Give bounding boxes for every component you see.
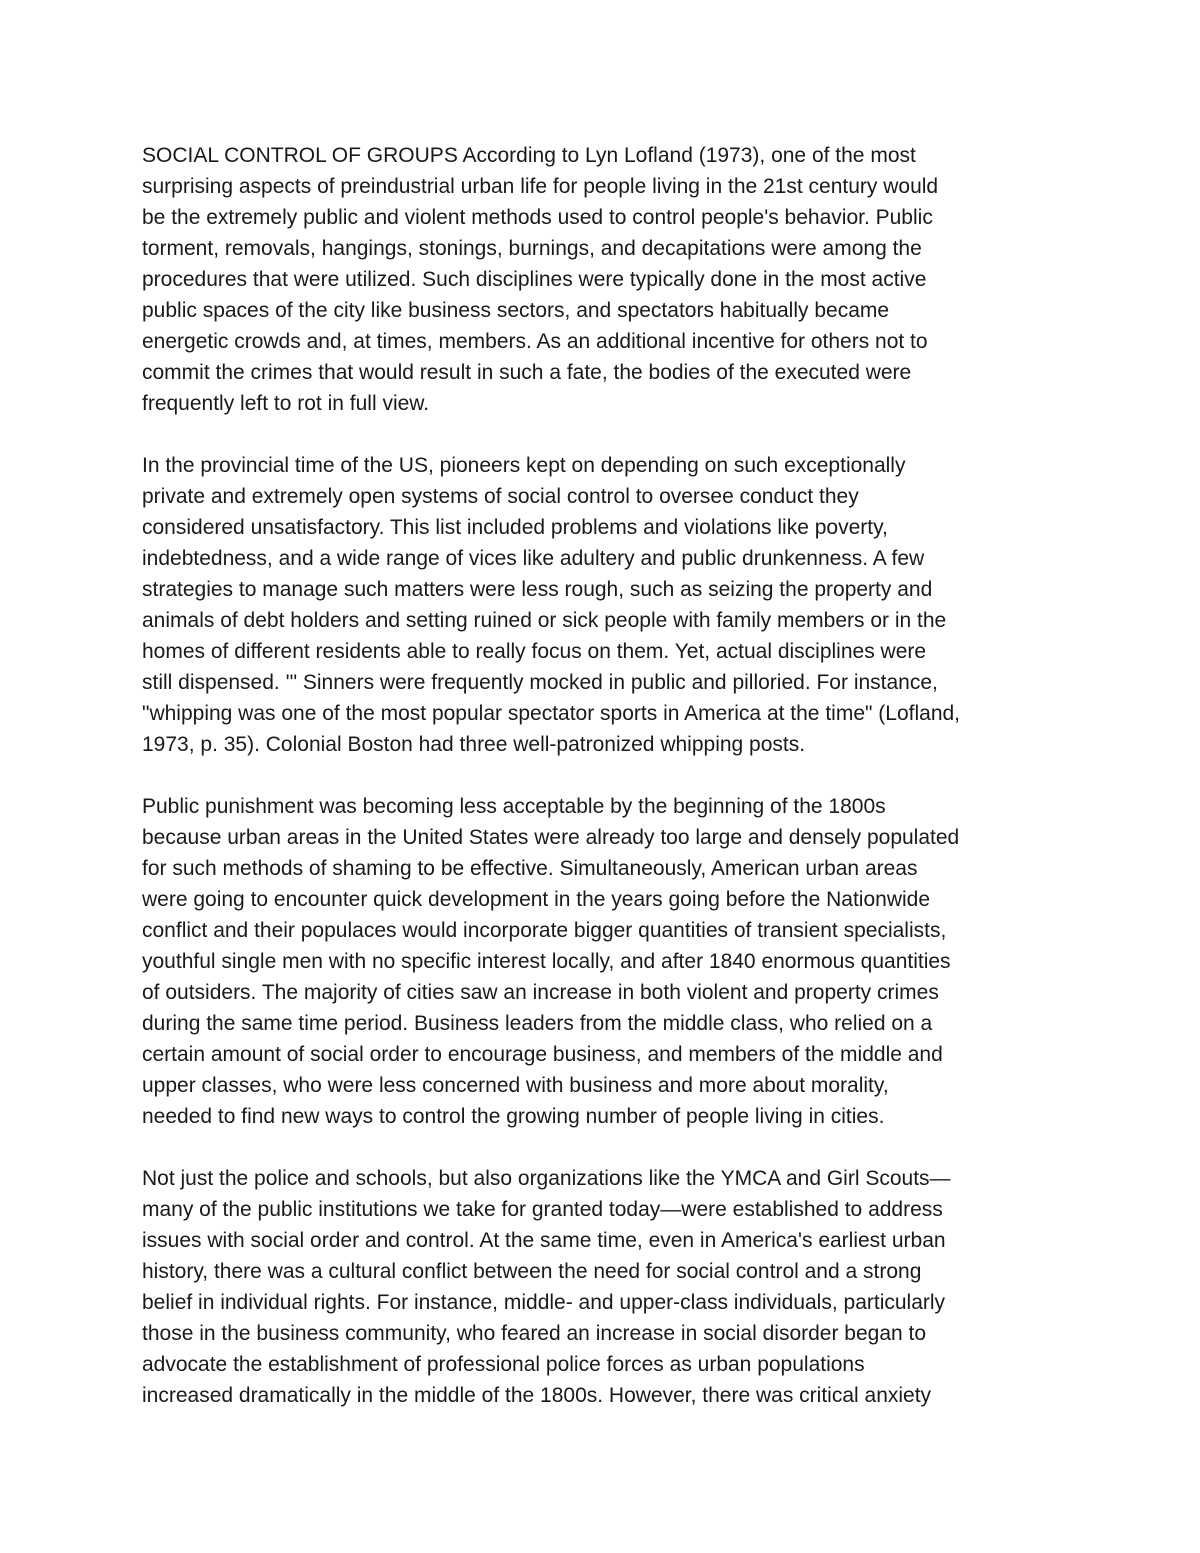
text-line: procedures that were utilized. Such disciplines were typically done in the most active [142,268,927,291]
text-line: "whipping was one of the most popular spectator sports in America at the time" (Lofland, [142,702,961,725]
document-body [142,140,1062,1411]
text-line: still dispensed. '" Sinners were frequently mocked in public and pilloried. For instance, [142,671,938,694]
text-line: were going to encounter quick development in the years going before the Nationwide [142,888,931,911]
text-line: upper classes, who were less concerned with business and more about morality, [142,1074,889,1097]
text-line: considered unsatisfactory. This list included problems and violations like poverty, [142,516,888,539]
text-line: In the provincial time of the US, pioneers kept on depending on such exceptionally [142,454,906,477]
text-line: private and extremely open systems of social control to oversee conduct they [142,485,859,508]
text-line: torment, removals, hangings, stonings, burnings, and decapitations were among the [142,237,922,260]
text-line: youthful single men with no specific interest locally, and after 1840 enormous quantities [142,950,951,973]
text-line: many of the public institutions we take for granted today—were established to address [142,1198,943,1221]
text-line: Not just the police and schools, but also organizations like the YMCA and Girl Scouts— [142,1167,951,1190]
text-line: strategies to manage such matters were less rough, such as seizing the property and [142,578,933,601]
text-line: needed to find new ways to control the growing number of people living in cities. [142,1105,885,1128]
text-line: conflict and their populaces would incorporate bigger quantities of transient specialists, [142,919,947,942]
text-line: SOCIAL CONTROL OF GROUPS According to Lyn Lofland (1973), one of the most [142,144,916,167]
text-line: for such methods of shaming to be effective. Simultaneously, American urban areas [142,857,918,880]
text-line: those in the business community, who feared an increase in social disorder began to [142,1322,927,1345]
text-line: homes of different residents able to really focus on them. Yet, actual disciplines were [142,640,927,663]
text-line: surprising aspects of preindustrial urban life for people living in the 21st century would [142,175,939,198]
text-line: because urban areas in the United States were already too large and densely populated [142,826,960,849]
text-line: certain amount of social order to encourage business, and members of the middle and [142,1043,943,1066]
text-line: during the same time period. Business leaders from the middle class, who relied on a [142,1012,933,1035]
text-line: be the extremely public and violent methods used to control people's behavior. Public [142,206,933,229]
text-line: commit the crimes that would result in such a fate, the bodies of the executed were [142,361,912,384]
text-line: of outsiders. The majority of cities saw an increase in both violent and property crimes [142,981,939,1004]
text-line: indebtedness, and a wide range of vices like adultery and public drunkenness. A few [142,547,925,570]
text-line: public spaces of the city like business sectors, and spectators habitually became [142,299,890,322]
text-line: animals of debt holders and setting ruined or sick people with family members or in the [142,609,947,632]
text-line: issues with social order and control. At the same time, even in America's earliest urban [142,1229,946,1252]
paragraph [142,140,1062,419]
text-line: advocate the establishment of professional police forces as urban populations [142,1353,865,1376]
text-line: Public punishment was becoming less acceptable by the beginning of the 1800s [142,795,886,818]
paragraph [142,1163,1062,1411]
text-line: frequently left to rot in full view. [142,392,430,415]
text-line: energetic crowds and, at times, members. As an additional incentive for others not to [142,330,928,353]
paragraph [142,450,1062,760]
text-line: belief in individual rights. For instance, middle- and upper-class individuals, particularly [142,1291,946,1314]
text-line: history, there was a cultural conflict between the need for social control and a strong [142,1260,922,1283]
text-line: increased dramatically in the middle of the 1800s. However, there was critical anxiety [142,1384,932,1407]
paragraph [142,791,1062,1132]
text-line: 1973, p. 35). Colonial Boston had three well-patronized whipping posts. [142,733,806,756]
